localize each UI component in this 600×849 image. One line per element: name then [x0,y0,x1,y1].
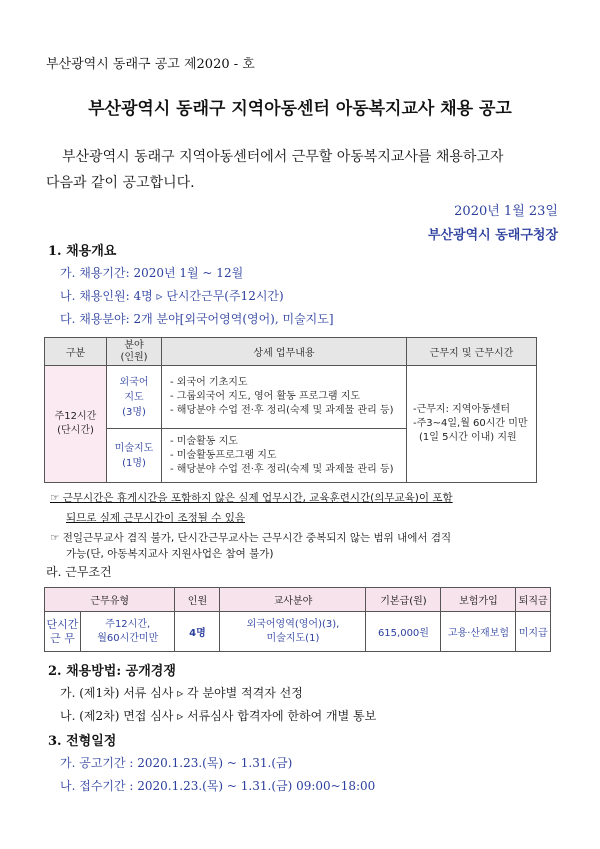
work-conditions-table [44,587,551,652]
work-type-cell [45,612,81,652]
notice-number: 부산광역시 동래구 공고 제2020 - 호 [46,57,255,72]
table-header: 근무유형 [45,588,175,612]
salary-cell: 615,000원 [366,612,441,652]
section-1-item: 가. 채용기간: 2020년 1월 ~ 12월 [60,266,244,280]
table-header: 분야 (인원) [107,338,162,366]
field-cell [107,366,162,429]
detail-line: - 외국어 기초지도 [170,377,248,388]
note-2 [50,530,451,562]
section-2-heading: 2. 채용방법: 공개경쟁 [48,664,176,679]
detail-cell [162,366,407,429]
detail-line: - 해당분야 수업 전·후 정리(숙제 및 과제물 관리 등) [170,463,394,475]
headcount-cell: 4명 [175,612,220,652]
note-1 [50,490,453,526]
intro-line-2: 다음과 같이 공고합니다. [46,175,195,191]
field-line: 지도 [124,391,144,403]
field-cell [107,429,162,483]
detail-line: - 미술활동프로그램 지도 [170,449,277,461]
field-line: 미술지도 [114,442,154,454]
category-line: 주12시간 [54,411,97,422]
note-line: ☞ 전일근무교사 겸직 불가, 단시간근무교사는 근무시간 중복되지 않는 범위 내에서 겸직 [50,532,452,544]
detail-line: - 그룹외국어 지도, 영어 활동 프로그램 지도 [170,391,361,402]
location-line: -근무지: 지역아동센터 [413,404,511,415]
detail-line: - 해당분야 수업 전·후 정리(숙제 및 과제물 관리 등) [170,405,394,416]
detail-line: - 미술활동 지도 [170,435,238,447]
intro-line-1: 부산광역시 동래구 지역아동센터에서 근무할 아동복지교사를 채용하고자 [62,149,504,165]
field-line: (3명) [122,406,146,418]
teacher-field-cell [220,612,366,652]
category-line: (단시간) [57,425,94,436]
notice-date: 2020년 1월 23일 [454,204,558,219]
issuer: 부산광역시 동래구청장 [427,228,558,243]
severance-cell: 미지급 [516,612,551,652]
location-line: (1일 5시간 이내) 지원 [419,432,517,443]
insurance-cell: 고용·산재보험 [441,612,516,652]
table-header: 상세 업무내용 [162,338,407,366]
category-cell [45,366,107,483]
table-header: 기본급(원) [366,588,441,612]
section-2-item: 나. (제2차) 면접 심사 ▹ 서류심사 합격자에 한하여 개별 통보 [60,709,377,723]
note-line: 되므로 실제 근무시간이 조정될 수 있음 [66,512,245,524]
location-cell [407,366,537,483]
section-1-heading: 1. 채용개요 [48,244,117,259]
note-line: ☞ 근무시간은 휴게시간을 포함하지 않은 실제 업무시간, 교육훈련시간(의무교육)이 포함 [50,492,453,504]
location-line: -주3~4일,월 60시간 미만 [413,418,528,429]
table-row [45,612,551,652]
table-header: 인원 [175,588,220,612]
table-header: 구분 [45,338,107,366]
teacher-field-line: 미술지도(1) [266,632,320,644]
field-line: 외국어 [119,376,149,388]
work-hours-cell [81,612,175,652]
page-title: 부산광역시 동래구 지역아동센터 아동복지교사 채용 공고 [88,99,512,119]
note-line: 가능(단, 아동복지교사 지원사업은 참여 불가) [66,548,274,560]
field-line: (1명) [122,457,146,469]
section-3-item: 나. 접수기간 : 2020.1.23.(목) ~ 1.31.(금) 09:00~18:00 [60,779,376,793]
table-header: 근무지 및 근무시간 [407,338,537,366]
work-type-line: 단시간 [46,617,79,631]
section-2-item: 가. (제1차) 서류 심사 ▹ 각 분야별 적격자 선정 [60,686,303,700]
work-hours-line: 주12시간, [105,618,151,630]
work-type-line: 근 무 [50,631,75,645]
teacher-field-line: 외국어영역(영어)(3), [246,618,340,630]
work-conditions-heading: 라. 근무조건 [46,565,112,579]
job-detail-table [44,337,537,483]
table-header: 교사분야 [220,588,366,612]
detail-cell [162,429,407,483]
section-1-item: 다. 채용분야: 2개 분야[외국어영역(영어), 미술지도] [60,312,334,326]
section-1-item: 나. 채용인원: 4명 ▹ 단시간근무(주12시간) [60,289,284,303]
table-header: 보험가입 [441,588,516,612]
work-hours-line: 월60시간미만 [97,632,159,644]
section-3-heading: 3. 전형일정 [48,734,117,749]
table-header: 퇴직금 [516,588,551,612]
section-3-item: 가. 공고기간 : 2020.1.23.(목) ~ 1.31.(금) [60,756,293,770]
